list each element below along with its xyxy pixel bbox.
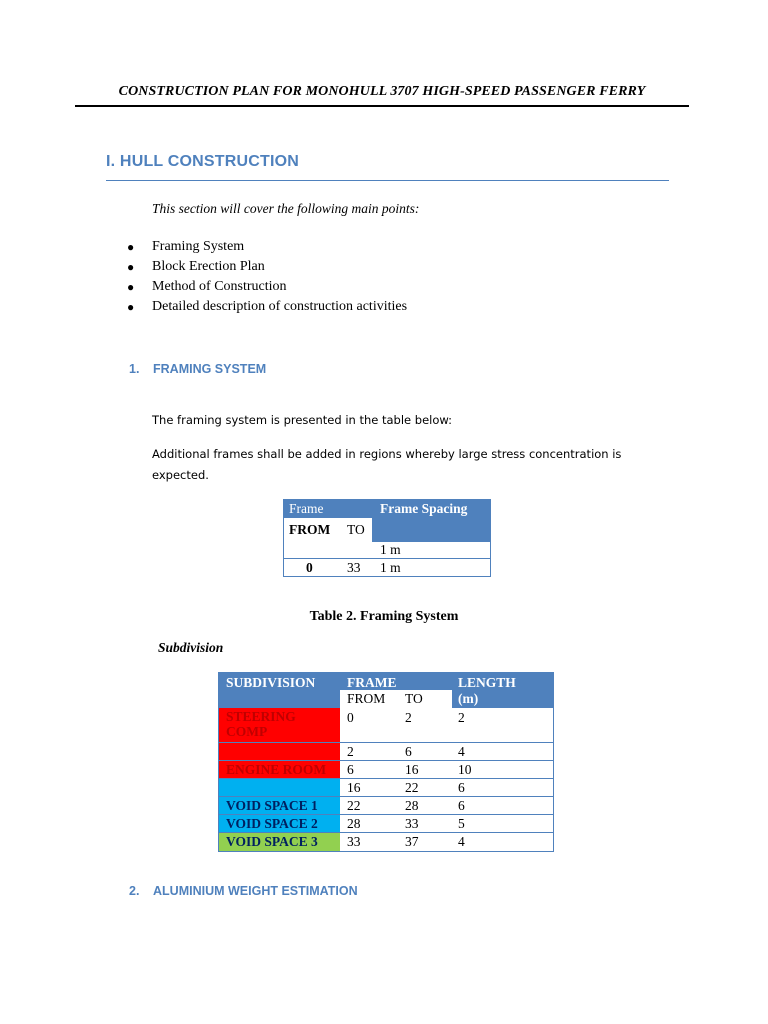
table-cell-to: 33	[347, 560, 361, 575]
subdivision-name	[226, 709, 296, 739]
document-header: CONSTRUCTION PLAN FOR MONOHULL 3707 HIGH-SPEED PASSENGER FERRY	[118, 84, 646, 99]
table-caption: Table 2. Framing System	[309, 609, 459, 624]
frame-to: 37	[405, 834, 419, 849]
aluminium-weight-heading	[129, 884, 358, 898]
frame-from: 16	[347, 780, 361, 795]
table-header-length-unit: (m)	[458, 691, 479, 706]
table-header-subdivision: SUBDIVISION	[226, 675, 316, 690]
frame-from: 2	[347, 744, 354, 759]
frame-from: 6	[347, 762, 354, 777]
list-item-text: Block Erection Plan	[152, 259, 265, 274]
table-subheader-to: TO	[347, 522, 365, 537]
frame-from: 22	[347, 798, 361, 813]
subdivision-name: VOID SPACE 2	[226, 816, 318, 831]
heading-text: ALUMINIUM WEIGHT ESTIMATION	[153, 884, 358, 898]
section-rule	[106, 180, 669, 181]
table-header-frame: Frame	[289, 501, 324, 516]
frame-to: 33	[405, 816, 419, 831]
main-points-list	[127, 238, 407, 318]
header-rule	[75, 105, 689, 107]
table-header-length: LENGTH	[458, 675, 516, 690]
section-heading: I. HULL CONSTRUCTION	[106, 153, 300, 170]
list-item-text: Detailed description of construction activities	[152, 299, 408, 314]
length-value: 4	[458, 834, 465, 849]
framing-paragraph-2-line-1: Additional frames shall be added in regions whereby large stress concentration is	[152, 447, 622, 461]
length-value: 10	[458, 762, 472, 777]
frame-to: 28	[405, 798, 419, 813]
subdivision-label: Subdivision	[158, 640, 224, 655]
table-subheader-from: FROM	[289, 522, 331, 537]
frame-from: 0	[347, 710, 354, 725]
subdivision-name: ENGINE ROOM	[226, 762, 327, 777]
list-item	[127, 278, 407, 298]
frame-from: 28	[347, 816, 361, 831]
subdivision-name-line-1: STEERING	[226, 709, 296, 724]
framing-paragraph-1: The framing system is presented in the table below:	[152, 413, 453, 427]
frame-to: 6	[405, 744, 412, 759]
bullet-icon: ●	[127, 280, 135, 294]
frame-from: 33	[347, 834, 361, 849]
subdivision-name: VOID SPACE 3	[226, 834, 318, 849]
list-item-text: Framing System	[152, 239, 245, 254]
table-cell-spacing: 1 m	[380, 560, 401, 575]
bullet-icon: ●	[127, 240, 135, 254]
subdivision-name: VOID SPACE 1	[226, 798, 318, 813]
table-header-frame: FRAME	[347, 675, 397, 690]
heading-number: 1.	[129, 362, 140, 376]
length-value: 5	[458, 816, 465, 831]
table-subheader-from: FROM	[347, 691, 386, 706]
length-value: 4	[458, 744, 465, 759]
table-header-frame-spacing: Frame Spacing	[380, 501, 468, 516]
length-value: 2	[458, 710, 465, 725]
length-value: 6	[458, 798, 465, 813]
length-value: 6	[458, 780, 465, 795]
frame-to: 2	[405, 710, 412, 725]
table-cell-spacing: 1 m	[380, 542, 401, 557]
framing-system-heading	[129, 362, 266, 376]
row-divider	[218, 742, 554, 743]
list-item	[127, 298, 407, 318]
bullet-icon: ●	[127, 260, 135, 274]
framing-paragraph-2-line-2: expected.	[152, 468, 209, 482]
section-intro: This section will cover the following main points:	[152, 201, 420, 216]
list-item-text: Method of Construction	[152, 279, 287, 294]
table-cell-from: 0	[306, 560, 313, 575]
subdivision-name-line-2: COMP	[226, 724, 268, 739]
frame-to: 22	[405, 780, 419, 795]
row-divider	[218, 778, 554, 779]
frame-to: 16	[405, 762, 419, 777]
list-item	[127, 258, 407, 278]
table-subheader-to: TO	[405, 691, 423, 706]
heading-text: FRAMING SYSTEM	[153, 362, 267, 376]
heading-number: 2.	[129, 884, 140, 898]
bullet-icon: ●	[127, 300, 135, 314]
list-item	[127, 238, 407, 258]
